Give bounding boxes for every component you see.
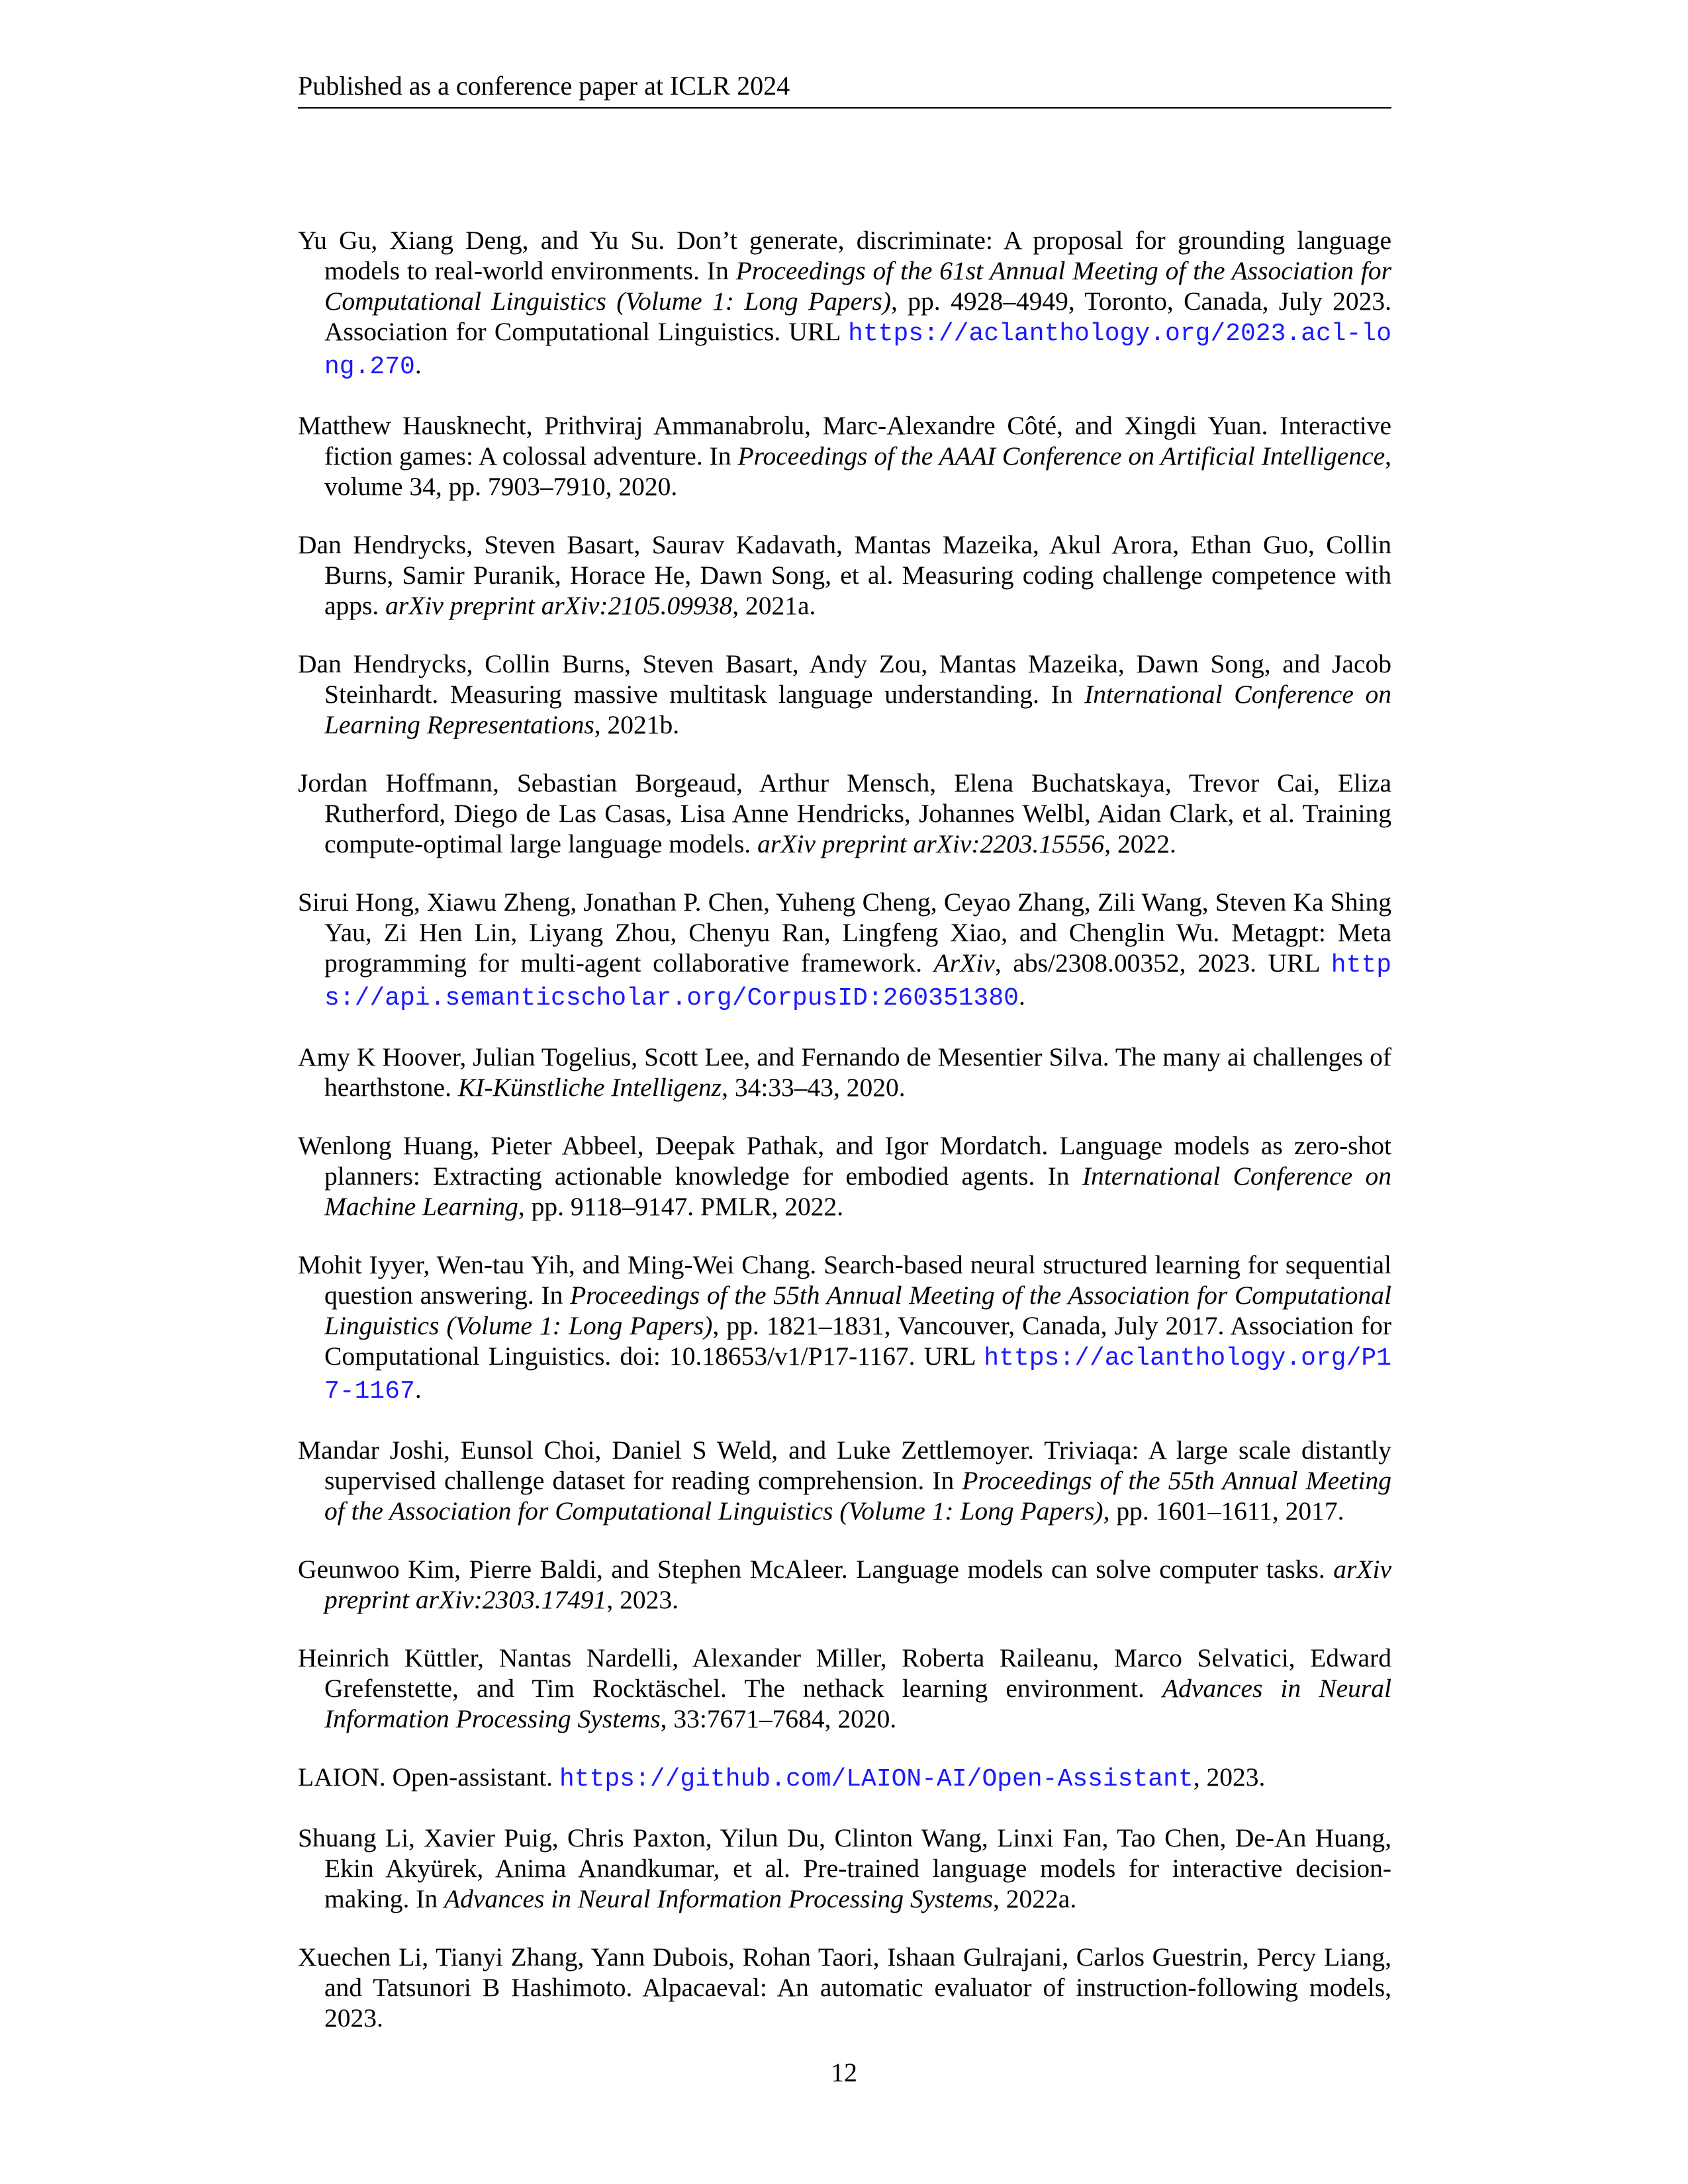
reference-text: , pp. 1821–1831, Vancouver, Canada, July 2017. Association for Computational Linguistics. doi: 10.18653/v1/P17-1167. URL	[324, 1311, 1391, 1371]
reference-entry	[298, 410, 1391, 502]
reference-text: LAION. Open-assistant.	[298, 1762, 559, 1792]
reference-entry	[298, 1250, 1391, 1407]
reference-entry	[298, 1942, 1391, 2033]
reference-text: , 2022.	[1104, 829, 1176, 858]
reference-text: , abs/2308.00352, 2023. URL	[994, 948, 1331, 978]
reference-entry	[298, 649, 1391, 740]
reference-entry	[298, 1042, 1391, 1103]
running-header: Published as a conference paper at ICLR 2024	[298, 71, 790, 101]
reference-text: Shuang Li, Xavier Puig, Chris Paxton, Yilun Du, Clinton Wang, Linxi Fan, Tao Chen, De-An Huang, Ekin Akyürek, Anima Anandkumar, et al. Pre-trained language models for interactive decision-making. In	[298, 1823, 1391, 1913]
reference-venue: Proceedings of the 61st Annual Meeting of the Association for Computational Linguistics (Volume 1: Long Papers)	[324, 256, 1391, 316]
reference-text: .	[1018, 981, 1025, 1011]
reference-url-link[interactable]: https://aclanthology.org/P17-1167	[324, 1344, 1391, 1406]
reference-entry	[298, 1130, 1391, 1222]
reference-text: , pp. 1601–1611, 2017.	[1103, 1496, 1344, 1525]
reference-venue: KI-Künstliche Intelligenz	[457, 1073, 722, 1102]
reference-text: Jordan Hoffmann, Sebastian Borgeaud, Arthur Mensch, Elena Buchatskaya, Trevor Cai, Eliza Rutherford, Diego de Las Casas, Lisa Anne Hendricks, Johannes Welbl, Aidan Clark, et al. Training compute-optimal large language models.	[298, 768, 1391, 858]
reference-list	[298, 225, 1391, 2061]
reference-entry	[298, 1823, 1391, 1914]
reference-venue: arXiv preprint arXiv:2203.15556	[757, 829, 1105, 858]
reference-venue: arXiv preprint arXiv:2303.17491	[324, 1555, 1391, 1614]
reference-text: Dan Hendrycks, Steven Basart, Saurav Kadavath, Mantas Mazeika, Akul Arora, Ethan Guo, Collin Burns, Samir Puranik, Horace He, Dawn Song, et al. Measuring coding challenge competence with apps.	[298, 530, 1391, 620]
reference-text: Geunwoo Kim, Pierre Baldi, and Stephen McAleer. Language models can solve computer tasks.	[298, 1555, 1334, 1584]
reference-text: , 2021a.	[732, 591, 816, 620]
reference-text: , volume 34, pp. 7903–7910, 2020.	[324, 441, 1392, 501]
reference-text: Sirui Hong, Xiawu Zheng, Jonathan P. Chen, Yuheng Cheng, Ceyao Zhang, Zili Wang, Steven Ka Shing Yau, Zi Hen Lin, Liyang Zhou, Chenyu Ran, Lingfeng Xiao, and Chenglin Wu. Metagpt: Meta programming for multi-agent collaborative framework.	[298, 887, 1391, 978]
reference-text: , 2021b.	[594, 710, 680, 739]
reference-venue: International Conference on Learning Representations	[324, 680, 1391, 739]
reference-venue: Advances in Neural Information Processing Systems	[324, 1674, 1392, 1733]
reference-venue: Proceedings of the 55th Annual Meeting of the Association for Computational Linguistics (Volume 1: Long Papers)	[324, 1281, 1391, 1340]
page-number: 12	[831, 2058, 857, 2087]
reference-url-link[interactable]: https://aclanthology.org/2023.acl-long.270	[324, 320, 1391, 381]
reference-text: , 2022a.	[993, 1884, 1077, 1913]
reference-text: Wenlong Huang, Pieter Abbeel, Deepak Pathak, and Igor Mordatch. Language models as zero-shot planners: Extracting actionable knowledge for embodied agents. In	[298, 1131, 1391, 1191]
reference-text: , 2023.	[1193, 1762, 1266, 1792]
reference-venue: Proceedings of the AAAI Conference on Artificial Intelligence	[737, 441, 1385, 471]
reference-text: , 34:33–43, 2020.	[722, 1073, 906, 1102]
reference-entry	[298, 225, 1391, 383]
reference-text: Amy K Hoover, Julian Togelius, Scott Lee, and Fernando de Mesentier Silva. The many ai challenges of hearthstone.	[298, 1042, 1391, 1102]
reference-text: Heinrich Küttler, Nantas Nardelli, Alexander Miller, Roberta Raileanu, Marco Selvatici, Edward Grefenstette, and Tim Rocktäschel. The nethack learning environment.	[298, 1643, 1391, 1703]
reference-text: Mandar Joshi, Eunsol Choi, Daniel S Weld, and Luke Zettlemoyer. Triviaqa: A large scale distantly supervised challenge dataset for reading comprehension. In	[298, 1435, 1391, 1495]
reference-entry	[298, 1643, 1391, 1734]
reference-text: , pp. 9118–9147. PMLR, 2022.	[518, 1192, 844, 1221]
reference-entry	[298, 887, 1391, 1014]
reference-text: Xuechen Li, Tianyi Zhang, Yann Dubois, Rohan Taori, Ishaan Gulrajani, Carlos Guestrin, Percy Liang, and Tatsunori B Hashimoto. Alpacaeval: An automatic evaluator of instruction-following models, 2023.	[298, 1942, 1391, 2032]
reference-text: Matthew Hausknecht, Prithviraj Ammanabrolu, Marc-Alexandre Côté, and Xingdi Yuan. Interactive fiction games: A colossal adventure. In	[298, 411, 1391, 471]
reference-entry	[298, 1762, 1391, 1795]
reference-text: , 33:7671–7684, 2020.	[660, 1704, 897, 1733]
reference-entry	[298, 529, 1391, 621]
reference-venue: arXiv preprint arXiv:2105.09938	[385, 591, 733, 620]
reference-text: Yu Gu, Xiang Deng, and Yu Su. Don’t generate, discriminate: A proposal for grounding language models to real-world environments. In	[298, 226, 1391, 285]
reference-venue: Proceedings of the 55th Annual Meeting of the Association for Computational Linguistics (Volume 1: Long Papers)	[324, 1466, 1391, 1525]
reference-text: Dan Hendrycks, Collin Burns, Steven Basart, Andy Zou, Mantas Mazeika, Dawn Song, and Jacob Steinhardt. Measuring massive multitask language understanding. In	[298, 649, 1391, 709]
reference-venue: ArXiv	[933, 948, 995, 978]
reference-url-link[interactable]: https://github.com/LAION-AI/Open-Assistant	[559, 1765, 1194, 1794]
header-rule	[298, 107, 1391, 109]
reference-entry	[298, 768, 1391, 859]
reference-text: Mohit Iyyer, Wen-tau Yih, and Ming-Wei Chang. Search-based neural structured learning for sequential question answering. In	[298, 1250, 1391, 1310]
reference-venue: International Conference on Machine Learning	[324, 1161, 1392, 1221]
reference-entry	[298, 1435, 1391, 1526]
reference-text: , 2023.	[606, 1585, 679, 1614]
reference-venue: Advances in Neural Information Processing Systems	[444, 1884, 994, 1913]
reference-text: , pp. 4928–4949, Toronto, Canada, July 2023. Association for Computational Linguistics. URL	[324, 287, 1391, 346]
reference-text: .	[414, 1375, 422, 1404]
reference-url-link[interactable]: https://api.semanticscholar.org/CorpusID:260351380	[324, 951, 1391, 1013]
reference-text: .	[414, 350, 422, 379]
reference-entry	[298, 1554, 1391, 1615]
